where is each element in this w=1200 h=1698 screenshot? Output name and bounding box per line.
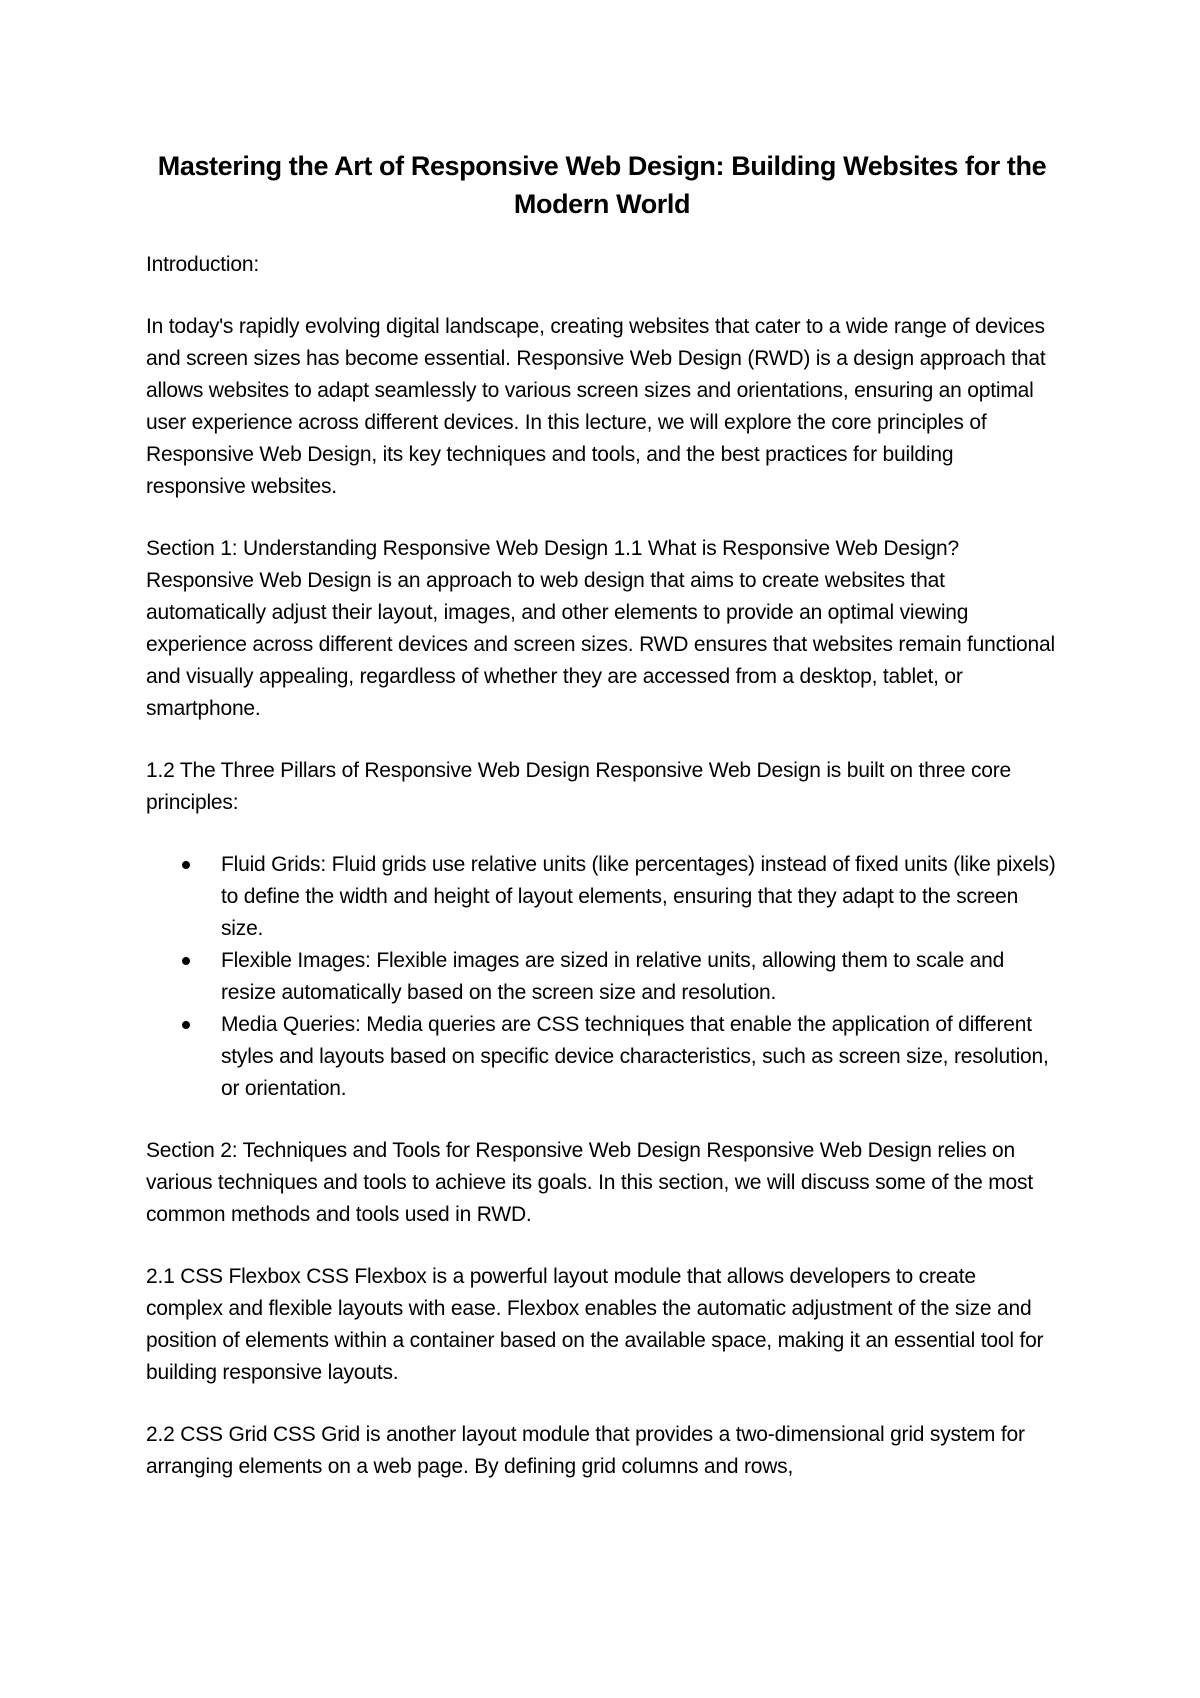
grid-paragraph: 2.2 CSS Grid CSS Grid is another layout module that provides a two-dimensional grid system for arranging elements on a web page. By defining grid columns and rows,	[146, 1423, 1025, 1478]
list-item	[146, 1009, 1058, 1105]
pillar-text-media-queries: Media Queries: Media queries are CSS techniques that enable the application of different styles and layouts based on specific device characteristics, such as screen size, resolution, or orientation.	[221, 1013, 1049, 1100]
intro-label: Introduction:	[146, 253, 259, 276]
list-item	[146, 945, 1058, 1009]
list-item	[146, 849, 1058, 945]
pillars-intro-paragraph: 1.2 The Three Pillars of Responsive Web Design Responsive Web Design is built on three core principles:	[146, 759, 1012, 814]
bullet-icon	[182, 957, 190, 965]
intro-paragraph: In today's rapidly evolving digital landscape, creating websites that cater to a wide range of devices and screen sizes has become essential. Responsive Web Design (RWD) is a design approach that allows websites to adapt seamlessly to various screen sizes and orientations, ensuring an optimal user experience across different devices. In this lecture, we will explore the core principles of Responsive Web Design, its key techniques and tools, and the best practices for building responsive websites.	[146, 315, 1046, 498]
bullet-icon	[182, 1021, 190, 1029]
section2-paragraph: Section 2: Techniques and Tools for Responsive Web Design Responsive Web Design relies on various techniques and tools to achieve its goals. In this section, we will discuss some of the most common methods and tools used in RWD.	[146, 1139, 1033, 1226]
pillar-text-flexible-images: Flexible Images: Flexible images are sized in relative units, allowing them to scale and resize automatically based on the screen size and resolution.	[221, 949, 1005, 1004]
pillars-list	[146, 849, 1058, 1105]
pillar-text-fluid-grids: Fluid Grids: Fluid grids use relative units (like percentages) instead of fixed units (like pixels) to define the width and height of layout elements, ensuring that they adapt to the screen size.	[221, 853, 1056, 940]
document-body	[146, 147, 1058, 1513]
document-title: Mastering the Art of Responsive Web Design: Building Websites for the Modern World	[157, 151, 1047, 219]
flexbox-paragraph: 2.1 CSS Flexbox CSS Flexbox is a powerful layout module that allows developers to create complex and flexible layouts with ease. Flexbox enables the automatic adjustment of the size and position of elements within a container based on the available space, making it an essential tool for building responsive layouts.	[146, 1265, 1044, 1384]
section1-paragraph: Section 1: Understanding Responsive Web Design 1.1 What is Responsive Web Design? Responsive Web Design is an approach to web design that aims to create websites that automatically adjust their layout, images, and other elements to provide an optimal viewing experience across different devices and screen sizes. RWD ensures that websites remain functional and visually appealing, regardless of whether they are accessed from a desktop, tablet, or smartphone.	[146, 537, 1055, 720]
bullet-icon	[182, 861, 190, 869]
